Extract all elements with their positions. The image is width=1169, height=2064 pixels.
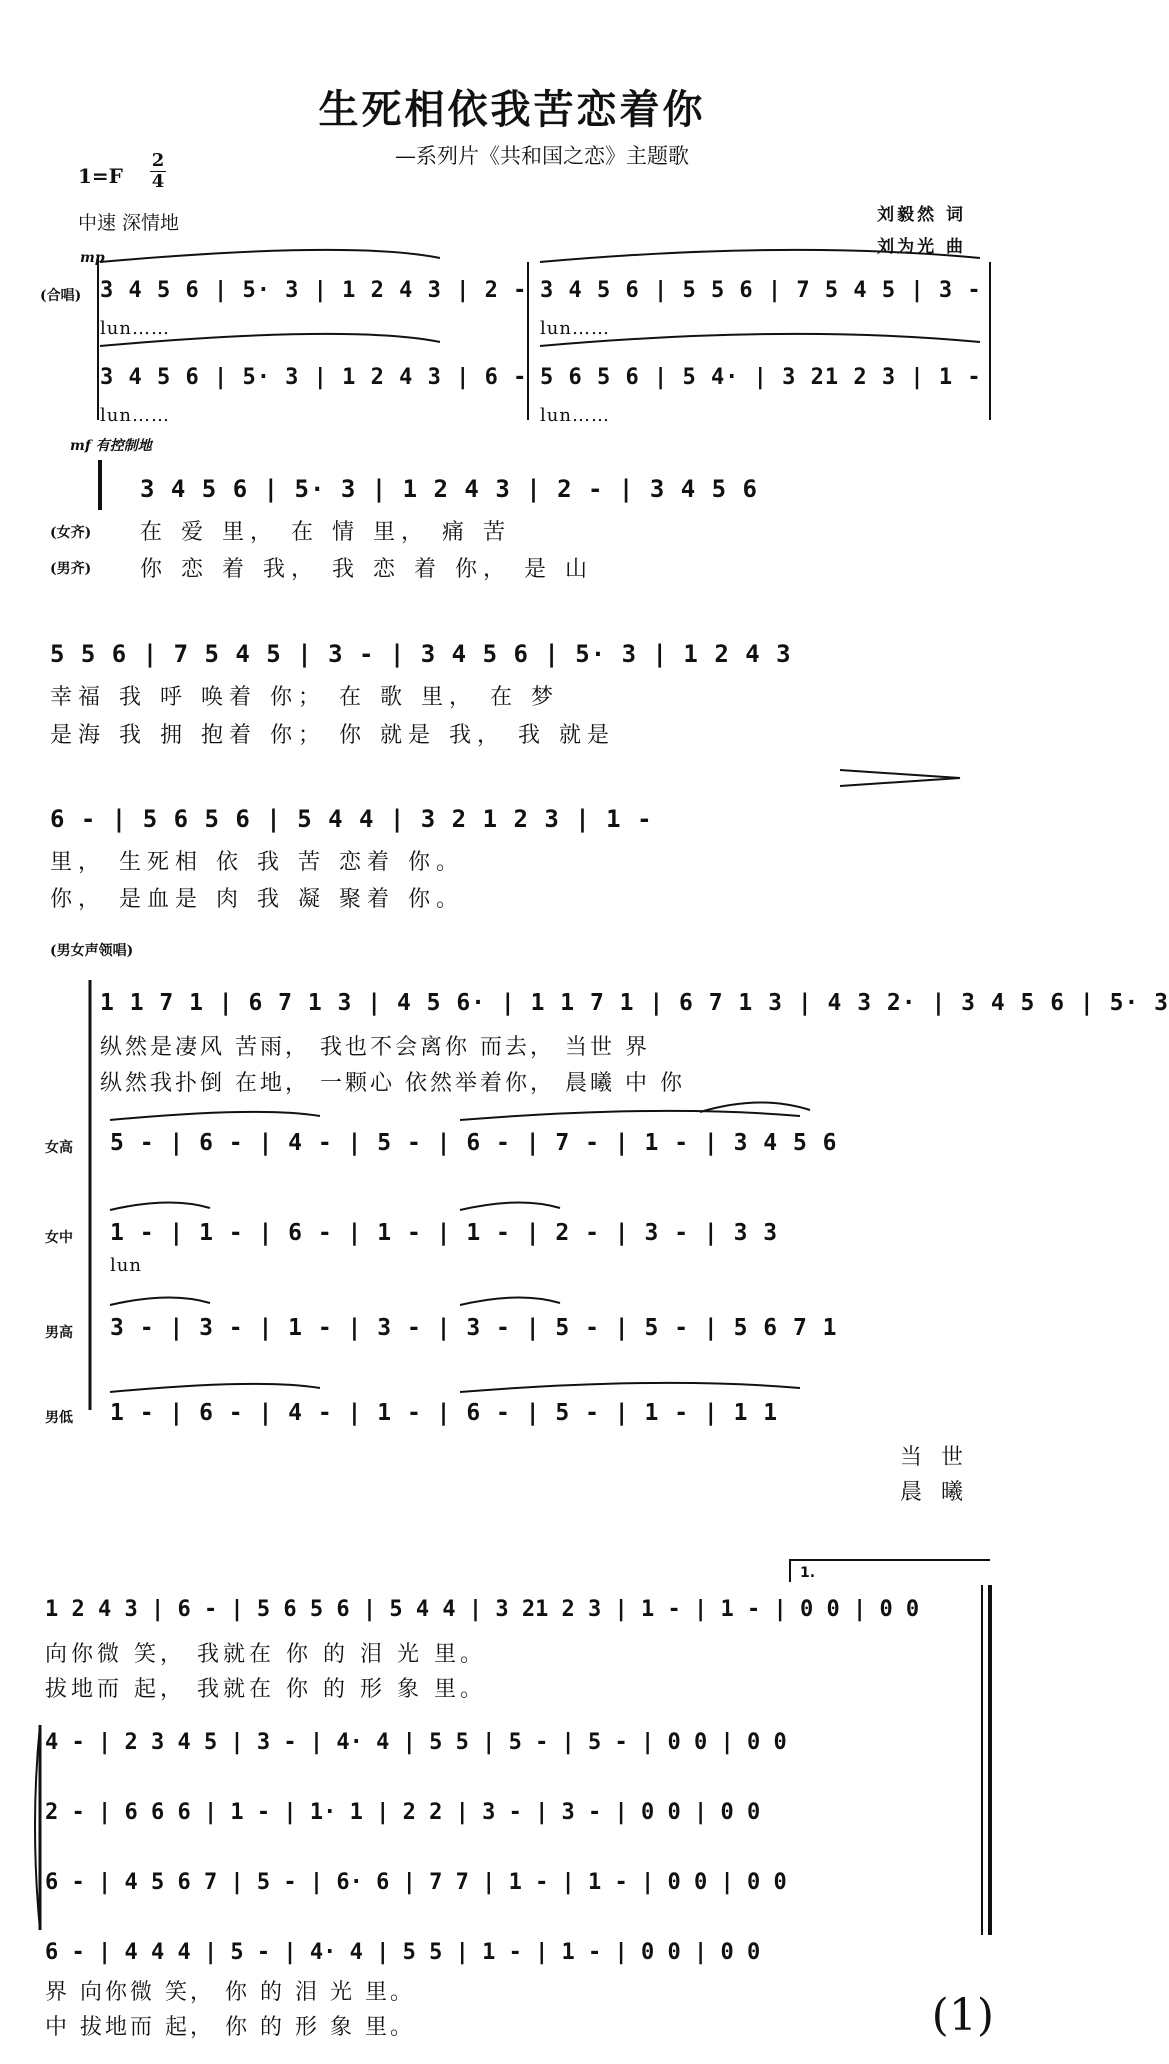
intro-row1-notes-a: 3 4 5 6 | 5· 3 | 1 2 4 3 | 2 - — [100, 278, 528, 303]
verse-sys3-notes: 6 - | 5 6 5 6 | 5 4 4 | 3 2 1 2 3 | 1 - — [50, 805, 653, 833]
chorus-slur-i — [460, 1383, 800, 1392]
part-notes-tenor: 3 - | 3 - | 1 - | 3 - | 3 - | 5 - | 5 - | 5 6 7 1 — [110, 1315, 838, 1341]
chorus-slur-a — [110, 1112, 320, 1120]
intro-slur-1 — [100, 250, 440, 262]
part-lyric-alto: lun — [110, 1255, 142, 1276]
ending-part-notes-tenor: 6 - | 4 5 6 7 | 5 - | 6· 6 | 7 7 | 1 - | 1 - | 0 0 | 0 0 — [45, 1870, 787, 1895]
chorus-slur-h — [110, 1384, 320, 1392]
chorus-lead-lyric-2: 纵然我扑倒 在地， 一颗心 依然举着你， 晨曦 中 你 — [100, 1071, 685, 1096]
composer-credit: 刘为光 曲 — [877, 237, 966, 257]
key-signature: 1=F — [78, 164, 123, 188]
part-label-soprano: 女高 — [45, 1140, 73, 1156]
chorus-slur-b — [460, 1111, 800, 1120]
part-label-bass: 男低 — [45, 1410, 73, 1426]
dynamic-mf: mf 有控制地 — [70, 438, 152, 454]
verse-sys1-male-lyric: 你 恋 着 我， 我 恋 着 你， 是 山 — [140, 557, 593, 582]
chorus-lead-notes: 1 1 7 1 | 6 7 1 3 | 4 5 6· | 1 1 7 1 | 6 7 1 3 | 4 3 2· | 3 4 5 6 | 5· 3 — [100, 990, 1169, 1016]
part-notes-bass: 1 - | 6 - | 4 - | 1 - | 6 - | 5 - | 1 - | 1 1 — [110, 1400, 779, 1426]
intro-row2-lyric-b: lun…… — [540, 405, 610, 426]
part-label-alto: 女中 — [45, 1230, 73, 1246]
intro-row2-notes-b: 5 6 5 6 | 5 4· | 3 21 2 3 | 1 - — [540, 365, 982, 390]
lyricist-credit: 刘毅然 词 — [877, 205, 966, 225]
chorus-slur-g — [460, 1297, 560, 1305]
part-lyric-bass-1: 当 世 — [900, 1445, 969, 1470]
verse-sys2-notes: 5 5 6 | 7 5 4 5 | 3 - | 3 4 5 6 | 5· 3 | 1 2 4 3 — [50, 640, 792, 668]
chorus-slur-e — [460, 1202, 560, 1210]
chorus-lead-lyric-1: 纵然是凄风 苦雨， 我也不会离你 而去， 当世 界 — [100, 1035, 650, 1060]
tempo-marking: 中速 深情地 — [78, 212, 180, 234]
time-signature-top: 2 — [151, 150, 165, 171]
decrescendo-hairpin — [840, 770, 960, 786]
intro-voice-label: (合唱) — [40, 288, 82, 304]
ending-lead-lyric-2: 拔地而 起， 我就在 你 的 形 象 里。 — [45, 1677, 486, 1702]
intro-row2-notes-a: 3 4 5 6 | 5· 3 | 1 2 4 3 | 6 - — [100, 365, 528, 390]
ending-part-notes-alto: 2 - | 6 6 6 | 1 - | 1· 1 | 2 2 | 3 - | 3 - | 0 0 | 0 0 — [45, 1800, 761, 1825]
page-number: (1) — [931, 1990, 994, 2041]
verse-sys3-female-lyric: 里， 生死相 依 我 苦 恋着 你。 — [50, 850, 464, 875]
song-title: 生死相依我苦恋着你 — [318, 86, 706, 133]
volta-label: 1. — [800, 1565, 816, 1581]
verse-sys2-female-lyric: 幸福 我 呼 唤着 你； 在 歌 里， 在 梦 — [50, 685, 559, 710]
verse-sys1-female-label: (女齐) — [50, 525, 92, 541]
verse-sys1-female-lyric: 在 爱 里， 在 情 里， 痛 苦 — [140, 520, 511, 545]
intro-row1-lyric-b: lun…… — [540, 318, 610, 339]
time-signature-bottom: 4 — [151, 171, 165, 192]
leader-label: (男女声领唱) — [50, 943, 134, 959]
dynamic-mp: mp — [80, 250, 105, 266]
time-signature — [150, 152, 166, 191]
ending-part-notes-soprano: 4 - | 2 3 4 5 | 3 - | 4· 4 | 5 5 | 5 - | 5 - | 0 0 | 0 0 — [45, 1730, 787, 1755]
verse-sys1-male-label: (男齐) — [50, 561, 92, 577]
part-lyric-bass-2: 晨 曦 — [900, 1480, 969, 1505]
volta-bracket — [790, 1560, 990, 1582]
verse-sys2-male-lyric: 是海 我 拥 抱着 你； 你 就是 我， 我 就是 — [50, 723, 615, 748]
intro-row2-lyric-a: lun…… — [100, 405, 170, 426]
part-label-tenor: 男高 — [45, 1325, 73, 1341]
part-notes-soprano: 5 - | 6 - | 4 - | 5 - | 6 - | 7 - | 1 - | 3 4 5 6 — [110, 1130, 838, 1156]
ending-part-notes-bass: 6 - | 4 4 4 | 5 - | 4· 4 | 5 5 | 1 - | 1 - | 0 0 | 0 0 — [45, 1940, 761, 1965]
ending-lead-lyric-1: 向你微 笑， 我就在 你 的 泪 光 里。 — [45, 1642, 486, 1667]
verse-sys1-notes: 3 4 5 6 | 5· 3 | 1 2 4 3 | 2 - | 3 4 5 6 — [140, 475, 758, 503]
ending-bass-lyric-1: 界 向你微 笑， 你 的 泪 光 里。 — [45, 1980, 415, 2005]
chorus-slur-f — [110, 1297, 210, 1305]
intro-row1-notes-b: 3 4 5 6 | 5 5 6 | 7 5 4 5 | 3 - — [540, 278, 982, 303]
chorus-slur-d — [110, 1202, 210, 1210]
intro-row1-lyric-a: lun…… — [100, 318, 170, 339]
ending-lead-notes: 1 2 4 3 | 6 - | 5 6 5 6 | 5 4 4 | 3 21 2 3 | 1 - | 1 - | 0 0 | 0 0 — [45, 1597, 920, 1622]
song-subtitle: —系列片《共和国之恋》主题歌 — [395, 144, 689, 168]
verse-sys3-male-lyric: 你， 是血是 肉 我 凝 聚着 你。 — [50, 887, 464, 912]
ending-bass-lyric-2: 中 拔地而 起， 你 的 形 象 里。 — [45, 2015, 415, 2040]
part-notes-alto: 1 - | 1 - | 6 - | 1 - | 1 - | 2 - | 3 - | 3 3 — [110, 1220, 779, 1246]
